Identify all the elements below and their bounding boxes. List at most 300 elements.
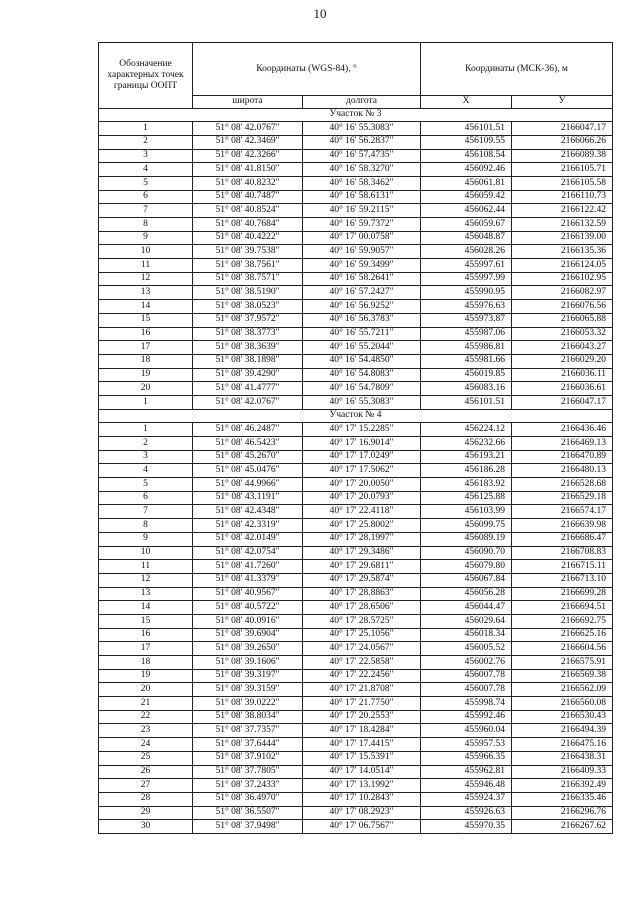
longitude-cell: 40° 16' 58.3270": [303, 163, 421, 177]
table-row: [99, 231, 613, 245]
table-row: [99, 519, 613, 533]
latitude-cell: 51° 08' 39.1606": [193, 656, 303, 670]
y-coordinate-cell: 2166639.98: [512, 519, 613, 533]
table-row: [99, 532, 613, 546]
y-coordinate-cell: 2166625.16: [512, 628, 613, 642]
table-row: [99, 218, 613, 232]
y-coordinate-cell: 2166105.71: [512, 163, 613, 177]
point-number-cell: 19: [99, 669, 193, 683]
point-number-cell: 18: [99, 656, 193, 670]
latitude-cell: 51° 08' 41.3379": [193, 573, 303, 587]
latitude-cell: 51° 08' 46.2487": [193, 423, 303, 437]
latitude-cell: 51° 08' 40.5722": [193, 601, 303, 615]
latitude-cell: 51° 08' 46.5423": [193, 437, 303, 451]
longitude-cell: 40° 16' 57.2427": [303, 286, 421, 300]
y-coordinate-cell: 2166053.32: [512, 327, 613, 341]
y-coordinate-cell: 2166102.95: [512, 272, 613, 286]
point-number-cell: 15: [99, 313, 193, 327]
table-row: [99, 259, 613, 273]
x-coordinate-cell: 456193.21: [421, 450, 512, 464]
point-number-cell: 6: [99, 190, 193, 204]
point-number-cell: 2: [99, 135, 193, 149]
point-number-cell: 28: [99, 792, 193, 806]
y-coordinate-cell: 2166436.46: [512, 423, 613, 437]
longitude-cell: 40° 17' 24.0567": [303, 642, 421, 656]
latitude-cell: 51° 08' 39.3159": [193, 683, 303, 697]
table-row: [99, 149, 613, 163]
section-title-row: [99, 409, 613, 423]
x-coordinate-cell: 455924.37: [421, 792, 512, 806]
table-row: [99, 738, 613, 752]
point-number-cell: 16: [99, 628, 193, 642]
latitude-cell: 51° 08' 42.0754": [193, 546, 303, 560]
longitude-cell: 40° 17' 10.2843": [303, 792, 421, 806]
longitude-cell: 40° 17' 25.1056": [303, 628, 421, 642]
longitude-cell: 40° 17' 29.3486": [303, 546, 421, 560]
x-coordinate-cell: 455990.95: [421, 286, 512, 300]
section-title: Участок № 3: [99, 108, 613, 122]
table-row: [99, 300, 613, 314]
x-coordinate-cell: 455976.63: [421, 300, 512, 314]
table-row: [99, 669, 613, 683]
point-number-cell: 23: [99, 724, 193, 738]
latitude-cell: 51° 08' 36.5507": [193, 806, 303, 820]
point-number-cell: 14: [99, 300, 193, 314]
point-number-cell: 19: [99, 368, 193, 382]
table-row: [99, 546, 613, 560]
latitude-cell: 51° 08' 38.8034": [193, 710, 303, 724]
x-coordinate-cell: 456061.81: [421, 176, 512, 190]
point-number-cell: 20: [99, 683, 193, 697]
x-coordinate-cell: 455957.53: [421, 738, 512, 752]
x-coordinate-cell: 455997.99: [421, 272, 512, 286]
longitude-cell: 40° 17' 21.7750": [303, 697, 421, 711]
y-coordinate-cell: 2166438.31: [512, 751, 613, 765]
y-coordinate-cell: 2166686.47: [512, 532, 613, 546]
point-number-cell: 22: [99, 710, 193, 724]
longitude-cell: 40° 17' 20.2553": [303, 710, 421, 724]
longitude-cell: 40° 17' 08.2923": [303, 806, 421, 820]
designation-header: Обозначение характерных точек границы ООПТ: [99, 43, 193, 109]
latitude-cell: 51° 08' 39.0222": [193, 697, 303, 711]
table-row: [99, 478, 613, 492]
table-row: [99, 464, 613, 478]
table-row: [99, 382, 613, 396]
x-header: X: [421, 96, 512, 109]
latitude-cell: 51° 08' 37.6444": [193, 738, 303, 752]
longitude-cell: 40° 16' 59.7372": [303, 218, 421, 232]
y-coordinate-cell: 2166560.08: [512, 697, 613, 711]
point-number-cell: 5: [99, 176, 193, 190]
latitude-cell: 51° 08' 42.0767": [193, 395, 303, 409]
longitude-cell: 40° 17' 13.1992": [303, 779, 421, 793]
latitude-cell: 51° 08' 40.8524": [193, 204, 303, 218]
latitude-cell: 51° 08' 36.4970": [193, 792, 303, 806]
longitude-cell: 40° 17' 28.5725": [303, 614, 421, 628]
longitude-cell: 40° 17' 28.1997": [303, 532, 421, 546]
x-coordinate-cell: 456125.88: [421, 491, 512, 505]
longitude-cell: 40° 17' 22.4118": [303, 505, 421, 519]
table-row: [99, 163, 613, 177]
table-row: [99, 724, 613, 738]
x-coordinate-cell: 456103.99: [421, 505, 512, 519]
y-coordinate-cell: 2166105.58: [512, 176, 613, 190]
latitude-cell: 51° 08' 45.2670": [193, 450, 303, 464]
x-coordinate-cell: 456056.28: [421, 587, 512, 601]
point-number-cell: 10: [99, 245, 193, 259]
y-coordinate-cell: 2166082.97: [512, 286, 613, 300]
latitude-cell: 51° 08' 40.7684": [193, 218, 303, 232]
footer-mark: ·: [456, 828, 459, 838]
y-coordinate-cell: 2166692.75: [512, 614, 613, 628]
y-coordinate-cell: 2166699.28: [512, 587, 613, 601]
longitude-cell: 40° 16' 55.2044": [303, 341, 421, 355]
x-coordinate-cell: 456090.70: [421, 546, 512, 560]
table-row: [99, 176, 613, 190]
longitude-cell: 40° 16' 55.3083": [303, 122, 421, 136]
x-coordinate-cell: 456005.52: [421, 642, 512, 656]
y-coordinate-cell: 2166047.17: [512, 122, 613, 136]
x-coordinate-cell: 455986.81: [421, 341, 512, 355]
y-coordinate-cell: 2166089.38: [512, 149, 613, 163]
point-number-cell: 15: [99, 614, 193, 628]
point-number-cell: 1: [99, 395, 193, 409]
latitude-cell: 51° 08' 40.8232": [193, 176, 303, 190]
longitude-cell: 40° 17' 29.6811": [303, 560, 421, 574]
x-coordinate-cell: 456183.92: [421, 478, 512, 492]
table-row: [99, 601, 613, 615]
x-coordinate-cell: 456007.78: [421, 669, 512, 683]
y-coordinate-cell: 2166132.59: [512, 218, 613, 232]
y-coordinate-cell: 2166575.91: [512, 656, 613, 670]
point-number-cell: 13: [99, 587, 193, 601]
point-number-cell: 1: [99, 122, 193, 136]
table-row: [99, 204, 613, 218]
point-number-cell: 5: [99, 478, 193, 492]
latitude-header: широта: [193, 96, 303, 109]
table-row: [99, 368, 613, 382]
y-coordinate-cell: 2166122.42: [512, 204, 613, 218]
point-number-cell: 14: [99, 601, 193, 615]
x-coordinate-cell: 455966.35: [421, 751, 512, 765]
longitude-cell: 40° 17' 17.4415": [303, 738, 421, 752]
point-number-cell: 13: [99, 286, 193, 300]
latitude-cell: 51° 08' 40.0916": [193, 614, 303, 628]
longitude-cell: 40° 17' 29.5874": [303, 573, 421, 587]
x-coordinate-cell: 455973.87: [421, 313, 512, 327]
page-number: 10: [313, 6, 327, 21]
table-row: [99, 779, 613, 793]
latitude-cell: 51° 08' 41.4777": [193, 382, 303, 396]
table-row: [99, 642, 613, 656]
table-row: [99, 313, 613, 327]
longitude-cell: 40° 17' 22.5858": [303, 656, 421, 670]
longitude-cell: 40° 17' 18.4284": [303, 724, 421, 738]
longitude-cell: 40° 17' 17.5062": [303, 464, 421, 478]
point-number-cell: 17: [99, 642, 193, 656]
latitude-cell: 51° 08' 37.7357": [193, 724, 303, 738]
table-row: [99, 122, 613, 136]
x-coordinate-cell: 456062.44: [421, 204, 512, 218]
point-number-cell: 4: [99, 464, 193, 478]
point-number-cell: 8: [99, 218, 193, 232]
latitude-cell: 51° 08' 42.3319": [193, 519, 303, 533]
latitude-cell: 51° 08' 38.1898": [193, 354, 303, 368]
longitude-cell: 40° 17' 15.2285": [303, 423, 421, 437]
longitude-cell: 40° 17' 28.8863": [303, 587, 421, 601]
latitude-cell: 51° 08' 45.0476": [193, 464, 303, 478]
y-coordinate-cell: 2166494.39: [512, 724, 613, 738]
x-coordinate-cell: 456186.28: [421, 464, 512, 478]
point-number-cell: 12: [99, 573, 193, 587]
latitude-cell: 51° 08' 42.4348": [193, 505, 303, 519]
longitude-cell: 40° 16' 54.7809": [303, 382, 421, 396]
point-number-cell: 12: [99, 272, 193, 286]
table-header-row: [99, 43, 613, 96]
y-coordinate-cell: 2166480.13: [512, 464, 613, 478]
longitude-cell: 40° 17' 20.0050": [303, 478, 421, 492]
point-number-cell: 18: [99, 354, 193, 368]
longitude-cell: 40° 17' 22.2456": [303, 669, 421, 683]
point-number-cell: 29: [99, 806, 193, 820]
y-coordinate-cell: 2166530.43: [512, 710, 613, 724]
y-coordinate-cell: 2166604.56: [512, 642, 613, 656]
longitude-cell: 40° 16' 56.3783": [303, 313, 421, 327]
table-row: [99, 710, 613, 724]
longitude-cell: 40° 16' 57.4735": [303, 149, 421, 163]
y-coordinate-cell: 2166124.05: [512, 259, 613, 273]
y-coordinate-cell: 2166135.36: [512, 245, 613, 259]
y-coordinate-cell: 2166110.73: [512, 190, 613, 204]
longitude-cell: 40° 17' 00.0758": [303, 231, 421, 245]
longitude-cell: 40° 16' 56.2837": [303, 135, 421, 149]
table-row: [99, 135, 613, 149]
y-coordinate-cell: 2166036.61: [512, 382, 613, 396]
x-coordinate-cell: 456109.55: [421, 135, 512, 149]
longitude-cell: 40° 17' 15.5391": [303, 751, 421, 765]
latitude-cell: 51° 08' 38.3639": [193, 341, 303, 355]
point-number-cell: 26: [99, 765, 193, 779]
y-coordinate-cell: 2166047.17: [512, 395, 613, 409]
x-coordinate-cell: 456079.80: [421, 560, 512, 574]
point-number-cell: 30: [99, 820, 193, 834]
table-row: [99, 683, 613, 697]
point-number-cell: 10: [99, 546, 193, 560]
x-coordinate-cell: 456099.75: [421, 519, 512, 533]
latitude-cell: 51° 08' 43.1191": [193, 491, 303, 505]
longitude-cell: 40° 17' 21.8708": [303, 683, 421, 697]
latitude-cell: 51° 08' 37.9498": [193, 820, 303, 834]
longitude-cell: 40° 16' 54.4850": [303, 354, 421, 368]
table-row: [99, 491, 613, 505]
x-coordinate-cell: 456092.46: [421, 163, 512, 177]
point-number-cell: 2: [99, 437, 193, 451]
y-coordinate-cell: 2166409.33: [512, 765, 613, 779]
point-number-cell: 4: [99, 163, 193, 177]
latitude-cell: 51° 08' 38.7571": [193, 272, 303, 286]
table-row: [99, 656, 613, 670]
point-number-cell: 16: [99, 327, 193, 341]
y-header: У: [512, 96, 613, 109]
latitude-cell: 51° 08' 38.5190": [193, 286, 303, 300]
point-number-cell: 7: [99, 204, 193, 218]
longitude-cell: 40° 17' 14.0514": [303, 765, 421, 779]
table-row: [99, 190, 613, 204]
y-coordinate-cell: 2166713.10: [512, 573, 613, 587]
y-coordinate-cell: 2166715.11: [512, 560, 613, 574]
point-number-cell: 17: [99, 341, 193, 355]
latitude-cell: 51° 08' 41.7260": [193, 560, 303, 574]
y-coordinate-cell: 2166267.62: [512, 820, 613, 834]
x-coordinate-cell: 456224.12: [421, 423, 512, 437]
table-row: [99, 697, 613, 711]
table-row: [99, 765, 613, 779]
longitude-cell: 40° 17' 17.0249": [303, 450, 421, 464]
x-coordinate-cell: 456067.84: [421, 573, 512, 587]
x-coordinate-cell: 456048.87: [421, 231, 512, 245]
y-coordinate-cell: 2166469.13: [512, 437, 613, 451]
table-row: [99, 573, 613, 587]
table-row: [99, 792, 613, 806]
latitude-cell: 51° 08' 41.8150": [193, 163, 303, 177]
point-number-cell: 7: [99, 505, 193, 519]
table-row: [99, 614, 613, 628]
point-number-cell: 27: [99, 779, 193, 793]
table-row: [99, 354, 613, 368]
latitude-cell: 51° 08' 40.9567": [193, 587, 303, 601]
x-coordinate-cell: 455960.04: [421, 724, 512, 738]
longitude-cell: 40° 16' 54.8083": [303, 368, 421, 382]
x-coordinate-cell: 455926.63: [421, 806, 512, 820]
latitude-cell: 51° 08' 40.4222": [193, 231, 303, 245]
wgs84-header: Координаты (WGS-84), °: [193, 43, 421, 96]
longitude-cell: 40° 16' 55.3083": [303, 395, 421, 409]
point-number-cell: 8: [99, 519, 193, 533]
latitude-cell: 51° 08' 44.9966": [193, 478, 303, 492]
latitude-cell: 51° 08' 40.7487": [193, 190, 303, 204]
latitude-cell: 51° 08' 39.6904": [193, 628, 303, 642]
latitude-cell: 51° 08' 37.2433": [193, 779, 303, 793]
section-title: Участок № 4: [99, 409, 613, 423]
y-coordinate-cell: 2166076.56: [512, 300, 613, 314]
x-coordinate-cell: 455998.74: [421, 697, 512, 711]
y-coordinate-cell: 2166528.68: [512, 478, 613, 492]
table-row: [99, 245, 613, 259]
latitude-cell: 51° 08' 38.3773": [193, 327, 303, 341]
x-coordinate-cell: 456007.78: [421, 683, 512, 697]
x-coordinate-cell: 455981.66: [421, 354, 512, 368]
table-row: [99, 820, 613, 834]
longitude-cell: 40° 16' 59.9057": [303, 245, 421, 259]
latitude-cell: 51° 08' 39.7538": [193, 245, 303, 259]
y-coordinate-cell: 2166043.27: [512, 341, 613, 355]
latitude-cell: 51° 08' 39.2650": [193, 642, 303, 656]
point-number-cell: 3: [99, 450, 193, 464]
x-coordinate-cell: 455992.46: [421, 710, 512, 724]
x-coordinate-cell: 455946.48: [421, 779, 512, 793]
table-row: [99, 286, 613, 300]
y-coordinate-cell: 2166574.17: [512, 505, 613, 519]
y-coordinate-cell: 2166066.26: [512, 135, 613, 149]
longitude-cell: 40° 16' 58.3462": [303, 176, 421, 190]
y-coordinate-cell: 2166475.16: [512, 738, 613, 752]
table-row: [99, 587, 613, 601]
longitude-cell: 40° 16' 56.9252": [303, 300, 421, 314]
table-row: [99, 327, 613, 341]
point-number-cell: 9: [99, 231, 193, 245]
longitude-cell: 40° 16' 59.3499": [303, 259, 421, 273]
x-coordinate-cell: 456101.51: [421, 122, 512, 136]
table-row: [99, 437, 613, 451]
latitude-cell: 51° 08' 42.0149": [193, 532, 303, 546]
table-row: [99, 751, 613, 765]
latitude-cell: 51° 08' 42.3469": [193, 135, 303, 149]
x-coordinate-cell: 456029.64: [421, 614, 512, 628]
longitude-header: долгота: [303, 96, 421, 109]
table-row: [99, 272, 613, 286]
y-coordinate-cell: 2166036.11: [512, 368, 613, 382]
point-number-cell: 9: [99, 532, 193, 546]
coordinates-table: [98, 42, 613, 834]
point-number-cell: 11: [99, 560, 193, 574]
point-number-cell: 11: [99, 259, 193, 273]
longitude-cell: 40° 17' 20.0793": [303, 491, 421, 505]
table-row: [99, 505, 613, 519]
point-number-cell: 3: [99, 149, 193, 163]
x-coordinate-cell: 456101.51: [421, 395, 512, 409]
latitude-cell: 51° 08' 42.3266": [193, 149, 303, 163]
point-number-cell: 1: [99, 423, 193, 437]
y-coordinate-cell: 2166694.51: [512, 601, 613, 615]
table-row: [99, 560, 613, 574]
x-coordinate-cell: 455962.81: [421, 765, 512, 779]
latitude-cell: 51° 08' 42.0767": [193, 122, 303, 136]
x-coordinate-cell: 455970.35: [421, 820, 512, 834]
longitude-cell: 40° 17' 16.9014": [303, 437, 421, 451]
y-coordinate-cell: 2166296.76: [512, 806, 613, 820]
point-number-cell: 24: [99, 738, 193, 752]
point-number-cell: 21: [99, 697, 193, 711]
point-number-cell: 25: [99, 751, 193, 765]
latitude-cell: 51° 08' 38.0523": [193, 300, 303, 314]
x-coordinate-cell: 456059.42: [421, 190, 512, 204]
latitude-cell: 51° 08' 37.9572": [193, 313, 303, 327]
longitude-cell: 40° 17' 06.7567": [303, 820, 421, 834]
longitude-cell: 40° 16' 55.7211": [303, 327, 421, 341]
table-body: [99, 108, 613, 833]
y-coordinate-cell: 2166029.20: [512, 354, 613, 368]
x-coordinate-cell: 455997.61: [421, 259, 512, 273]
longitude-cell: 40° 17' 25.8002": [303, 519, 421, 533]
x-coordinate-cell: 456108.54: [421, 149, 512, 163]
table-row: [99, 450, 613, 464]
longitude-cell: 40° 16' 59.2115": [303, 204, 421, 218]
x-coordinate-cell: 456018.34: [421, 628, 512, 642]
x-coordinate-cell: 456002.76: [421, 656, 512, 670]
latitude-cell: 51° 08' 38.7561": [193, 259, 303, 273]
x-coordinate-cell: 456059.67: [421, 218, 512, 232]
latitude-cell: 51° 08' 39.4290": [193, 368, 303, 382]
x-coordinate-cell: 455987.06: [421, 327, 512, 341]
longitude-cell: 40° 16' 58.6131": [303, 190, 421, 204]
y-coordinate-cell: 2166065.88: [512, 313, 613, 327]
latitude-cell: 51° 08' 37.7805": [193, 765, 303, 779]
y-coordinate-cell: 2166529.18: [512, 491, 613, 505]
y-coordinate-cell: 2166392.49: [512, 779, 613, 793]
x-coordinate-cell: 456089.19: [421, 532, 512, 546]
y-coordinate-cell: 2166569.38: [512, 669, 613, 683]
longitude-cell: 40° 16' 58.2641": [303, 272, 421, 286]
